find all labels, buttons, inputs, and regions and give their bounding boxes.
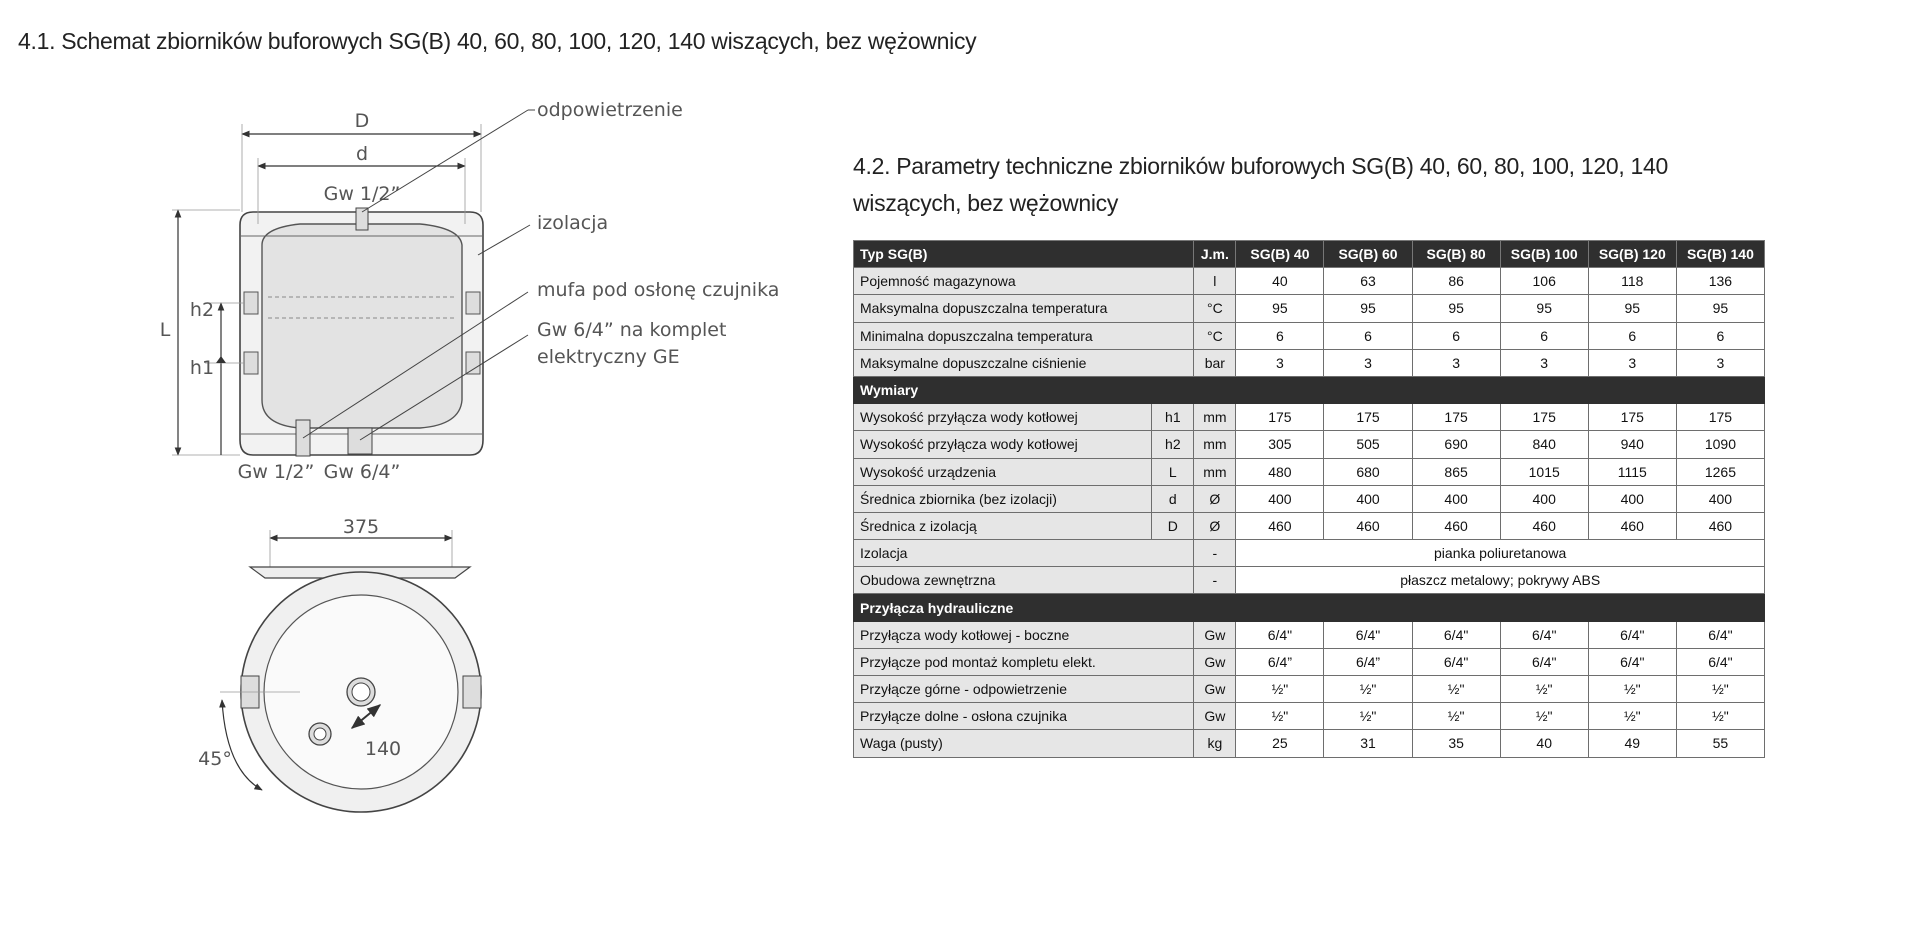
param-unit: l <box>1194 268 1236 295</box>
param-unit: - <box>1194 567 1236 594</box>
table-row <box>854 540 1765 567</box>
param-value: 95 <box>1588 295 1676 322</box>
table-row <box>854 512 1765 539</box>
param-name: Średnica zbiornika (bez izolacji) <box>854 485 1152 512</box>
param-symbol: d <box>1152 485 1194 512</box>
param-value: 106 <box>1500 268 1588 295</box>
param-value: 175 <box>1500 404 1588 431</box>
param-value: ½" <box>1324 703 1412 730</box>
param-unit: mm <box>1194 404 1236 431</box>
param-value: 460 <box>1412 512 1500 539</box>
param-unit: kg <box>1194 730 1236 757</box>
param-value: 460 <box>1236 512 1324 539</box>
param-value: 1115 <box>1588 458 1676 485</box>
param-unit: °C <box>1194 322 1236 349</box>
param-value: 25 <box>1236 730 1324 757</box>
dim-h1-label: h1 <box>189 357 215 379</box>
param-unit: Gw <box>1194 648 1236 675</box>
param-value: 6/4" <box>1236 621 1324 648</box>
param-value: 400 <box>1412 485 1500 512</box>
header-model: SG(B) 100 <box>1500 241 1588 268</box>
param-unit: Ø <box>1194 512 1236 539</box>
header-model: SG(B) 80 <box>1412 241 1500 268</box>
param-value: ½" <box>1500 676 1588 703</box>
table-row <box>854 404 1765 431</box>
param-value: 690 <box>1412 431 1500 458</box>
header-model: SG(B) 120 <box>1588 241 1676 268</box>
param-value: 6 <box>1236 322 1324 349</box>
param-value: 400 <box>1588 485 1676 512</box>
param-value: 86 <box>1412 268 1500 295</box>
param-value: ½" <box>1588 703 1676 730</box>
table-row <box>854 268 1765 295</box>
param-value: 460 <box>1324 512 1412 539</box>
param-value: 175 <box>1412 404 1500 431</box>
param-value: 6/4" <box>1412 648 1500 675</box>
param-value: 6/4” <box>1324 648 1412 675</box>
header-model: SG(B) 140 <box>1676 241 1764 268</box>
param-value: 460 <box>1500 512 1588 539</box>
param-name: Izolacja <box>854 540 1194 567</box>
param-value: 1090 <box>1676 431 1764 458</box>
header-unit: J.m. <box>1194 241 1236 268</box>
table-header-row <box>854 241 1765 268</box>
param-value: 175 <box>1324 404 1412 431</box>
param-value: 175 <box>1676 404 1764 431</box>
param-symbol: h2 <box>1152 431 1194 458</box>
param-value: 6 <box>1588 322 1676 349</box>
param-value: ½" <box>1236 703 1324 730</box>
param-unit: bar <box>1194 349 1236 376</box>
param-value: 35 <box>1412 730 1500 757</box>
table-row <box>854 458 1765 485</box>
param-value: 55 <box>1676 730 1764 757</box>
param-value: ½" <box>1588 676 1676 703</box>
param-value: 6 <box>1412 322 1500 349</box>
param-value: 680 <box>1324 458 1412 485</box>
param-value: 1265 <box>1676 458 1764 485</box>
param-value: 460 <box>1676 512 1764 539</box>
param-value: 6 <box>1324 322 1412 349</box>
param-value: 6/4” <box>1236 648 1324 675</box>
param-value: 1015 <box>1500 458 1588 485</box>
param-value: 400 <box>1324 485 1412 512</box>
callout-sensor-sleeve: mufa pod osłonę czujnika <box>537 279 780 301</box>
param-name: Wysokość urządzenia <box>854 458 1152 485</box>
param-value: 95 <box>1676 295 1764 322</box>
dim-L-label: L <box>159 319 171 341</box>
param-name: Minimalna dopuszczalna temperatura <box>854 322 1194 349</box>
param-value: 6/4" <box>1500 648 1588 675</box>
top-view <box>198 516 481 812</box>
param-value: 95 <box>1324 295 1412 322</box>
dim-d-label: d <box>355 143 369 165</box>
param-value: 118 <box>1588 268 1676 295</box>
dim-D-label: D <box>354 110 370 132</box>
param-value: 6/4" <box>1676 621 1764 648</box>
header-model: SG(B) 40 <box>1236 241 1324 268</box>
param-name: Pojemność magazynowa <box>854 268 1194 295</box>
param-name: Obudowa zewnętrzna <box>854 567 1194 594</box>
ge-nozzle <box>348 428 372 454</box>
table-row <box>854 703 1765 730</box>
table-row <box>854 349 1765 376</box>
param-value: 865 <box>1412 458 1500 485</box>
param-value: płaszcz metalowy; pokrywy ABS <box>1236 567 1765 594</box>
param-value: 460 <box>1588 512 1676 539</box>
param-unit: Gw <box>1194 703 1236 730</box>
param-value: 6 <box>1676 322 1764 349</box>
param-value: 175 <box>1236 404 1324 431</box>
header-model: SG(B) 60 <box>1324 241 1412 268</box>
param-value: 6/4" <box>1676 648 1764 675</box>
gw-top-label: Gw 1/2” <box>323 183 401 205</box>
dim-h2-label: h2 <box>189 299 215 321</box>
param-value: 840 <box>1500 431 1588 458</box>
param-value: 6/4" <box>1588 621 1676 648</box>
param-value: 940 <box>1588 431 1676 458</box>
param-value: 40 <box>1500 730 1588 757</box>
param-value: 6 <box>1500 322 1588 349</box>
section-label: Przyłącza hydrauliczne <box>854 594 1765 621</box>
param-value: ½" <box>1500 703 1588 730</box>
param-value: ½" <box>1676 676 1764 703</box>
table-row <box>854 485 1765 512</box>
param-value: 480 <box>1236 458 1324 485</box>
param-value: 6/4" <box>1324 621 1412 648</box>
dim-140-label: 140 <box>364 738 402 760</box>
param-unit: - <box>1194 540 1236 567</box>
param-unit: mm <box>1194 458 1236 485</box>
table-row <box>854 730 1765 757</box>
param-value: 3 <box>1500 349 1588 376</box>
dim-375-label: 375 <box>342 516 380 538</box>
param-value: 63 <box>1324 268 1412 295</box>
section-label: Wymiary <box>854 376 1765 403</box>
angle-45-label: 45° <box>198 748 232 770</box>
param-unit: Ø <box>1194 485 1236 512</box>
param-value: 3 <box>1324 349 1412 376</box>
param-value: 505 <box>1324 431 1412 458</box>
param-value: 136 <box>1676 268 1764 295</box>
table-row <box>854 322 1765 349</box>
param-value: 3 <box>1588 349 1676 376</box>
section-title-parameters: 4.2. Parametry techniczne zbiorników buforowych SG(B) 40, 60, 80, 100, 120, 140 wiszących, bez wężownicy <box>853 153 1668 216</box>
tank-schematic-diagram <box>0 0 820 820</box>
param-symbol: D <box>1152 512 1194 539</box>
param-value: 400 <box>1500 485 1588 512</box>
gw-bottom-right-label: Gw 6/4” <box>323 461 401 483</box>
header-type: Typ SG(B) <box>854 241 1194 268</box>
param-value: ½" <box>1412 703 1500 730</box>
param-value: 400 <box>1236 485 1324 512</box>
param-value: ½" <box>1412 676 1500 703</box>
table-row <box>854 676 1765 703</box>
param-name: Wysokość przyłącza wody kotłowej <box>854 431 1152 458</box>
param-value: 31 <box>1324 730 1412 757</box>
table-section-row <box>854 594 1765 621</box>
table-section-row <box>854 376 1765 403</box>
param-name: Średnica z izolacją <box>854 512 1152 539</box>
param-value: ½" <box>1324 676 1412 703</box>
table-row <box>854 648 1765 675</box>
param-unit: Gw <box>1194 676 1236 703</box>
callout-ge-line1: Gw 6/4” na komplet <box>537 319 727 341</box>
param-value: ½" <box>1236 676 1324 703</box>
param-unit: Gw <box>1194 621 1236 648</box>
table-row <box>854 295 1765 322</box>
param-name: Przyłącze pod montaż kompletu elekt. <box>854 648 1194 675</box>
callout-ge-line2: elektryczny GE <box>537 346 680 368</box>
param-value: 6/4" <box>1588 648 1676 675</box>
param-value: 95 <box>1412 295 1500 322</box>
tank-inner-vessel <box>262 224 462 428</box>
param-unit: mm <box>1194 431 1236 458</box>
param-value: 305 <box>1236 431 1324 458</box>
side-view <box>160 99 780 483</box>
param-value: 95 <box>1500 295 1588 322</box>
parameters-table <box>853 240 1765 758</box>
section-title-schematic: 4.1. Schemat zbiorników buforowych SG(B) 40, 60, 80, 100, 120, 140 wiszących, bez wężownicy <box>18 28 977 54</box>
param-name: Maksymalne dopuszczalne ciśnienie <box>854 349 1194 376</box>
param-value: 49 <box>1588 730 1676 757</box>
param-value: pianka poliuretanowa <box>1236 540 1765 567</box>
param-value: 40 <box>1236 268 1324 295</box>
table-row <box>854 431 1765 458</box>
param-name: Przyłącze górne - odpowietrzenie <box>854 676 1194 703</box>
param-value: ½" <box>1676 703 1764 730</box>
vent-nozzle <box>356 208 368 230</box>
gw-bottom-left-label: Gw 1/2” <box>237 461 315 483</box>
param-value: 95 <box>1236 295 1324 322</box>
param-name: Przyłącze dolne - osłona czujnika <box>854 703 1194 730</box>
param-name: Wysokość przyłącza wody kotłowej <box>854 404 1152 431</box>
param-name: Waga (pusty) <box>854 730 1194 757</box>
param-value: 400 <box>1676 485 1764 512</box>
param-value: 6/4" <box>1412 621 1500 648</box>
param-value: 175 <box>1588 404 1676 431</box>
callout-vent: odpowietrzenie <box>537 99 683 121</box>
param-symbol: h1 <box>1152 404 1194 431</box>
param-value: 3 <box>1412 349 1500 376</box>
param-unit: °C <box>1194 295 1236 322</box>
param-symbol: L <box>1152 458 1194 485</box>
param-name: Przyłącza wody kotłowej - boczne <box>854 621 1194 648</box>
param-value: 6/4" <box>1500 621 1588 648</box>
param-name: Maksymalna dopuszczalna temperatura <box>854 295 1194 322</box>
table-row <box>854 621 1765 648</box>
table-row <box>854 567 1765 594</box>
param-value: 3 <box>1236 349 1324 376</box>
callout-insulation: izolacja <box>537 212 609 234</box>
param-value: 3 <box>1676 349 1764 376</box>
